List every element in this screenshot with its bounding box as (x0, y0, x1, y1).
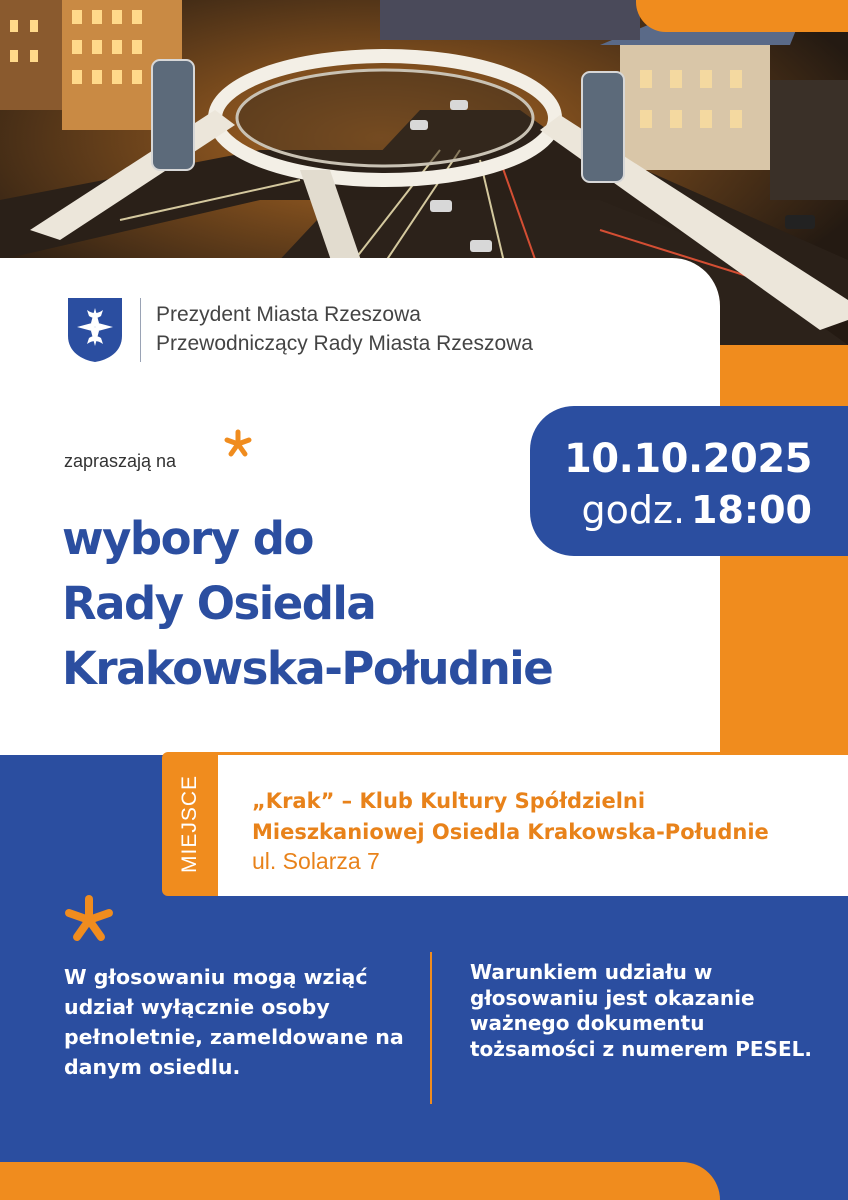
header-divider (140, 298, 141, 362)
note-eligibility: W głosowaniu mogą wziąć udział wyłącznie osoby pełnoletnie, zameldowane na danym osiedlu. (64, 965, 404, 1079)
place-tab (162, 752, 218, 896)
title-line-1: wybory do (62, 512, 313, 565)
place-name-line-2: Mieszkaniowej Osiedla Krakowska-Południe (252, 820, 769, 844)
organizer-line-1: Prezydent Miasta Rzeszowa (156, 303, 421, 326)
place-label: MIEJSCE (178, 774, 202, 874)
asterisk-icon (62, 893, 116, 951)
decor-orange-top (636, 0, 848, 32)
title-line-2: Rady Osiedla (62, 577, 376, 630)
note-requirements: Warunkiem udziału w głosowaniu jest okazanie ważnego dokumentu tożsamości z numerem PESEL. (470, 960, 812, 1061)
decor-orange-bottom (0, 1162, 720, 1200)
event-date: 10.10.2025 (563, 436, 812, 482)
asterisk-icon (222, 428, 254, 464)
time-prefix: godz. (581, 488, 686, 532)
event-time (582, 488, 813, 532)
notes-divider (430, 952, 432, 1104)
organizer-line-2: Przewodniczący Rady Miasta Rzeszowa (156, 332, 533, 355)
organizers (156, 300, 533, 358)
place-address: ul. Solarza 7 (252, 848, 380, 874)
invite-text: zapraszają na (64, 451, 177, 471)
title-line-3: Krakowska-Południe (62, 642, 553, 695)
page-title (62, 506, 552, 701)
place-name-line-1: „Krak” – Klub Kultury Spółdzielni (252, 789, 646, 813)
place-name (252, 786, 769, 848)
time-value: 18:00 (691, 488, 812, 532)
rzeszow-coat-of-arms-icon (66, 296, 124, 364)
date-box (530, 406, 848, 556)
